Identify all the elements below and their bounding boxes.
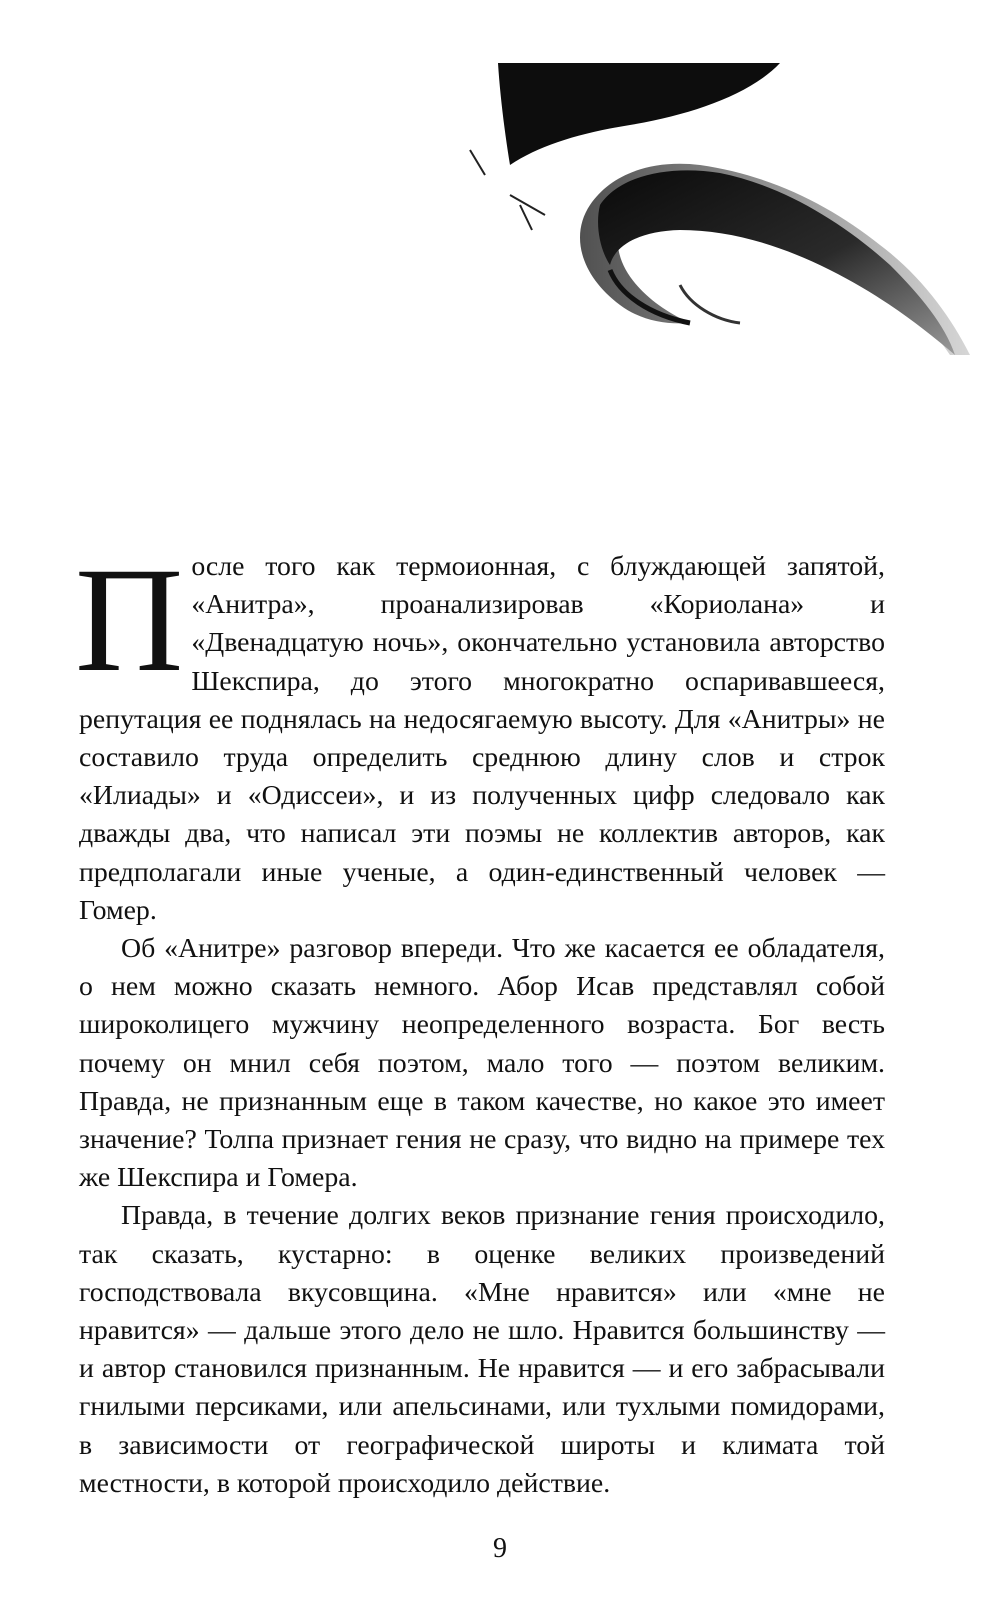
page-number: 9 <box>493 1533 507 1564</box>
article-body <box>75 537 885 1503</box>
ink-brush-illustration <box>450 55 970 375</box>
paragraph-1 <box>75 537 885 930</box>
paragraph-2: Об «Анитре» разговор впереди. Что же касается ее обладателя, о нем можно сказать немного. Абор Исав представлял собой широколицего мужчину неопределенного возраста. Бог весть почему он мнил себя поэтом, мало того — поэтом великим. Правда, не признанным еще в таком качестве, но какое это имеет значение? Толпа признает гения не сразу, что видно на примере тех же Шекспира и Гомера. <box>79 933 885 1194</box>
paragraph-1-text: осле того как термоионная, с блуждающей запятой, «Анитра», проанализировав «Кориолана» и «Двенадцатую ночь», окончательно установила авторство Шекспира, до этого многократно оспаривавшееся, репутация ее поднялась на недосягаемую высоту. Для «Анитры» не составило труда определить среднюю длину слов и строк «Илиады» и «Одиссеи», и из полученных цифр следовало как дважды два, что написал эти поэмы не коллектив авторов, как предполагали иные ученые, а один-единственный человек — Гомер. <box>79 551 885 926</box>
drop-cap: П <box>75 537 184 703</box>
paragraph-3: Правда, в течение долгих веков признание гения происходило, так сказать, кустарно: в оценке великих произведений господствовала вкусовщина. «Мне нравится» или «мне не нравится» — дальше этого дело не шло. Нравится большинству — и автор становился признанным. Не нравится — и его забрасывали гнилыми персиками, или апельсинами, или тухлыми помидорами, в зависимости от географической широты и климата той местности, в которой происходило действие. <box>79 1200 885 1499</box>
